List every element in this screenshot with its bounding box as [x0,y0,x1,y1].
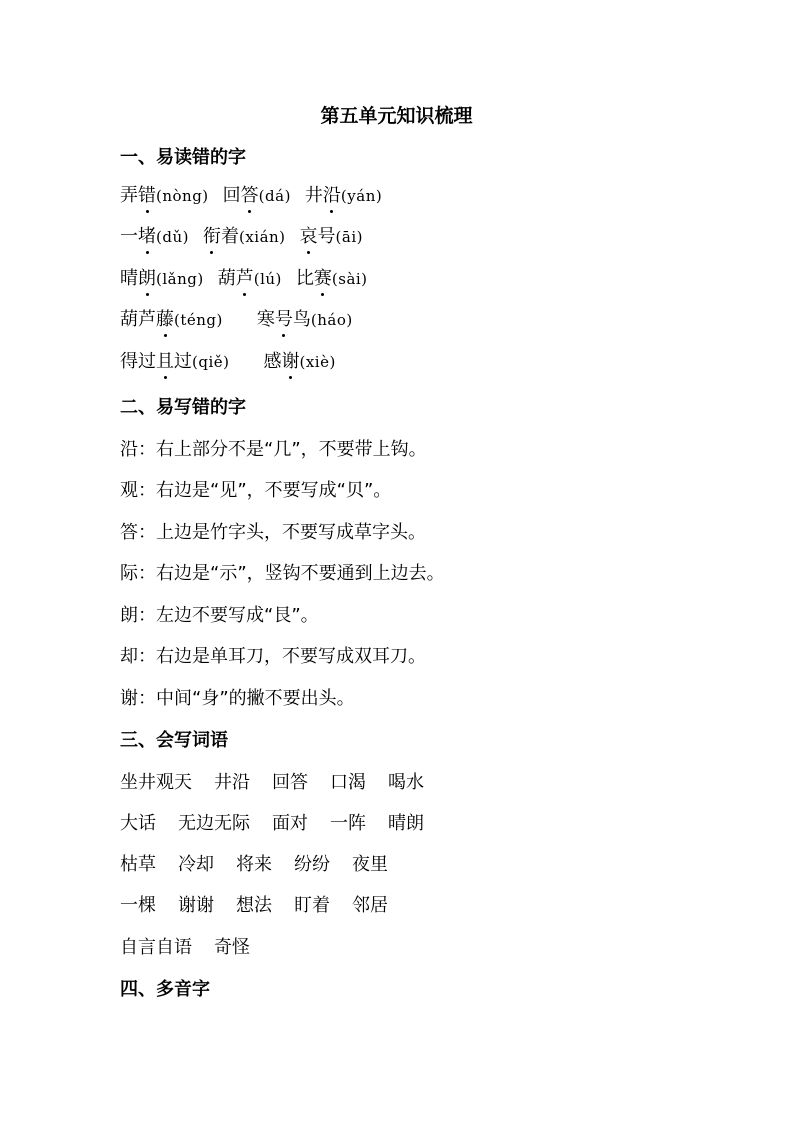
vocabulary-word: 枯草 [120,854,156,875]
misread-item: 葫芦(lú) [218,268,282,289]
vocabulary-word: 大话 [120,813,156,834]
vocabulary-word: 奇怪 [214,937,250,958]
vocabulary-row [120,767,446,799]
vocabulary-word: 冷却 [178,854,214,875]
section-heading-misread: 一、易读错的字 [120,147,246,168]
vocabulary-row [120,932,272,964]
misread-item: 葫芦藤(téng) [120,309,223,330]
vocabulary-row [120,849,410,881]
pinyin: (lǎng) [156,270,204,288]
section-heading-miswritten: 二、易写错的字 [120,397,246,418]
pinyin: (dá) [258,187,291,205]
misread-item: 哀号(āi) [300,226,363,247]
misread-line-5 [120,346,336,378]
pinyin: (yán) [340,187,383,205]
miswritten-line: 朗：左边不要写成“艮”。 [120,605,319,626]
pinyin: (xián) [238,228,286,246]
pinyin: (dǔ) [156,228,189,246]
vocabulary-word: 喝水 [388,772,424,793]
vocabulary-word: 回答 [272,772,308,793]
vocabulary-word: 将来 [236,854,272,875]
vocabulary-word: 谢谢 [178,895,214,916]
page-title: 第五单元知识梳理 [320,105,473,127]
misread-line-2 [120,221,363,253]
pinyin: (nòng) [156,187,209,205]
miswritten-line: 却：右边是单耳刀，不要写成双耳刀。 [120,646,426,667]
vocabulary-word: 口渴 [330,772,366,793]
section-heading-polyphones: 四、多音字 [120,979,210,1000]
vocabulary-word: 想法 [236,895,272,916]
misread-item: 晴朗(lǎng) [120,268,204,289]
misread-item: 感谢(xiè) [263,351,335,372]
misread-item: 井沿(yán) [305,185,382,206]
miswritten-line: 观：右边是“见”，不要写成“贝”。 [120,480,392,501]
vocabulary-row [120,808,446,840]
pinyin: (qiě) [192,353,230,371]
vocabulary-word: 夜里 [352,854,388,875]
vocabulary-word: 一阵 [330,813,366,834]
misread-line-4 [120,304,353,336]
misread-item: 弄错(nòng) [120,185,209,206]
miswritten-line: 际：右边是“示”，竖钩不要通到上边去。 [120,563,445,584]
vocabulary-word: 无边无际 [178,813,250,834]
vocabulary-word: 井沿 [214,772,250,793]
pinyin: (xiè) [299,353,336,371]
misread-line-1 [120,180,382,212]
misread-item: 回答(dá) [223,185,291,206]
misread-line-3 [120,263,368,295]
pinyin: (téng) [174,311,223,329]
vocabulary-word: 晴朗 [388,813,424,834]
misread-item: 寒号鸟(háo) [257,309,353,330]
vocabulary-row [120,890,410,922]
vocabulary-word: 纷纷 [294,854,330,875]
miswritten-line: 沿：右上部分不是“几”，不要带上钩。 [120,439,427,460]
misread-item: 衔着(xián) [203,226,286,247]
vocabulary-word: 面对 [272,813,308,834]
vocabulary-word: 坐井观天 [120,772,192,793]
vocabulary-word: 一棵 [120,895,156,916]
section-heading-vocabulary: 三、会写词语 [120,730,228,751]
miswritten-line: 答：上边是竹字头，不要写成草字头。 [120,522,426,543]
vocabulary-word: 盯着 [294,895,330,916]
misread-item: 一堵(dǔ) [120,226,189,247]
pinyin: (háo) [310,311,353,329]
miswritten-line: 谢：中间“身”的撇不要出头。 [120,688,355,709]
misread-item: 比赛(sài) [296,268,368,289]
pinyin: (āi) [335,228,363,246]
vocabulary-word: 邻居 [352,895,388,916]
vocabulary-word: 自言自语 [120,937,192,958]
pinyin: (lú) [253,270,282,288]
pinyin: (sài) [331,270,368,288]
misread-item: 得过且过(qiě) [120,351,229,372]
